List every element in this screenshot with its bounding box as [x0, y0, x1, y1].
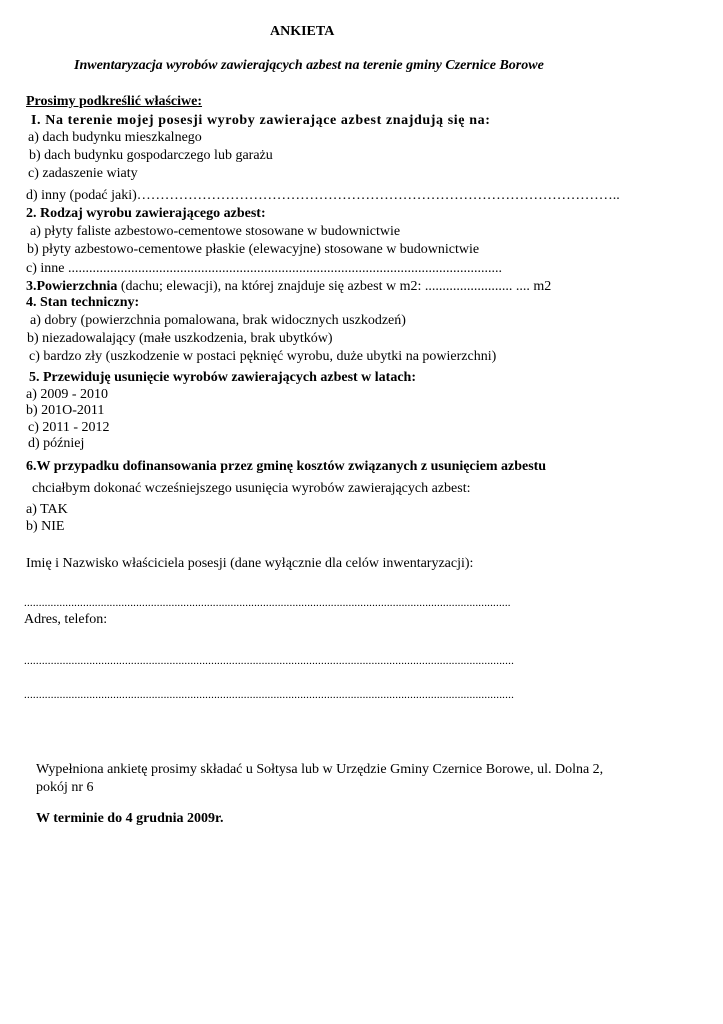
q1-heading: I. Na terenie mojej posesji wyroby zawierające azbest znajdują się na:: [31, 113, 491, 128]
q2-option-c: c) inne ............................................................................................................................: [26, 261, 502, 276]
q4-option-c: c) bardzo zły (uszkodzenie w postaci pęknięć wyrobu, duże ubytki na powierzchni): [29, 349, 497, 364]
q5-option-d: d) później: [28, 436, 85, 451]
submit-note-room: pokój nr 6: [36, 780, 94, 795]
q5-heading: 5. Przewiduję usunięcie wyrobów zawierających azbest w latach:: [29, 370, 417, 385]
q1-option-a: a) dach budynku mieszkalnego: [28, 130, 202, 145]
page-subtitle: Inwentaryzacja wyrobów zawierających azbest na terenie gminy Czernice Borowe: [74, 58, 544, 73]
q1-option-b: b) dach budynku gospodarczego lub garażu: [29, 148, 273, 163]
q4-option-a: a) dobry (powierzchnia pomalowana, brak widocznych uszkodzeń): [30, 313, 406, 328]
q6-continuation: chciałbym dokonać wcześniejszego usunięcia wyrobów zawierających azbest:: [32, 481, 471, 496]
q2-heading: 2. Rodzaj wyrobu zawierającego azbest:: [26, 206, 266, 221]
q3-heading: 3.Powierzchnia: [26, 279, 118, 294]
address-line-1[interactable]: .....................................................................................................................................................................: [24, 655, 515, 667]
q6-heading: 6.W przypadku dofinansowania przez gminę kosztów związanych z usunięciem azbestu: [26, 459, 547, 474]
q1-option-d: d) inny (podać jaki)…………………………………………………………………………………………..: [26, 188, 620, 203]
q2-option-b: b) płyty azbestowo-cementowe płaskie (elewacyjne) stosowane w budownictwie: [27, 242, 480, 257]
q2-option-a: a) płyty faliste azbestowo-cementowe stosowane w budownictwie: [30, 224, 401, 239]
page-title: ANKIETA: [270, 24, 335, 39]
q3-line: [26, 279, 551, 295]
owner-name-line[interactable]: .....................................................................................................................................................................: [24, 597, 511, 609]
q6-option-a: a) TAK: [26, 502, 68, 517]
q1-option-c: c) zadaszenie wiaty: [28, 166, 138, 181]
q6-option-b: b) NIE: [26, 519, 65, 534]
address-label: Adres, telefon:: [24, 612, 108, 627]
q5-option-c: c) 2011 - 2012: [28, 420, 110, 435]
q3-rest: (dachu; elewacji), na której znajduje się azbest w m2: ......................... .... m2: [117, 279, 552, 294]
q5-option-b: b) 201O-2011: [26, 403, 105, 418]
q4-option-b: b) niezadowalający (małe uszkodzenia, brak ubytków): [27, 331, 333, 346]
submit-note: Wypełniona ankietę prosimy składać u Sołtysa lub w Urzędzie Gminy Czernice Borowe, ul. Dolna 2,: [36, 762, 604, 777]
owner-label: Imię i Nazwisko właściciela posesji (dane wyłącznie dla celów inwentaryzacji):: [26, 556, 474, 571]
q4-heading: 4. Stan techniczny:: [26, 295, 140, 310]
address-line-2[interactable]: .....................................................................................................................................................................: [24, 689, 515, 701]
deadline: W terminie do 4 grudnia 2009r.: [36, 811, 224, 826]
q5-option-a: a) 2009 - 2010: [26, 387, 109, 402]
instruction: Prosimy podkreślić właściwe:: [26, 94, 203, 109]
